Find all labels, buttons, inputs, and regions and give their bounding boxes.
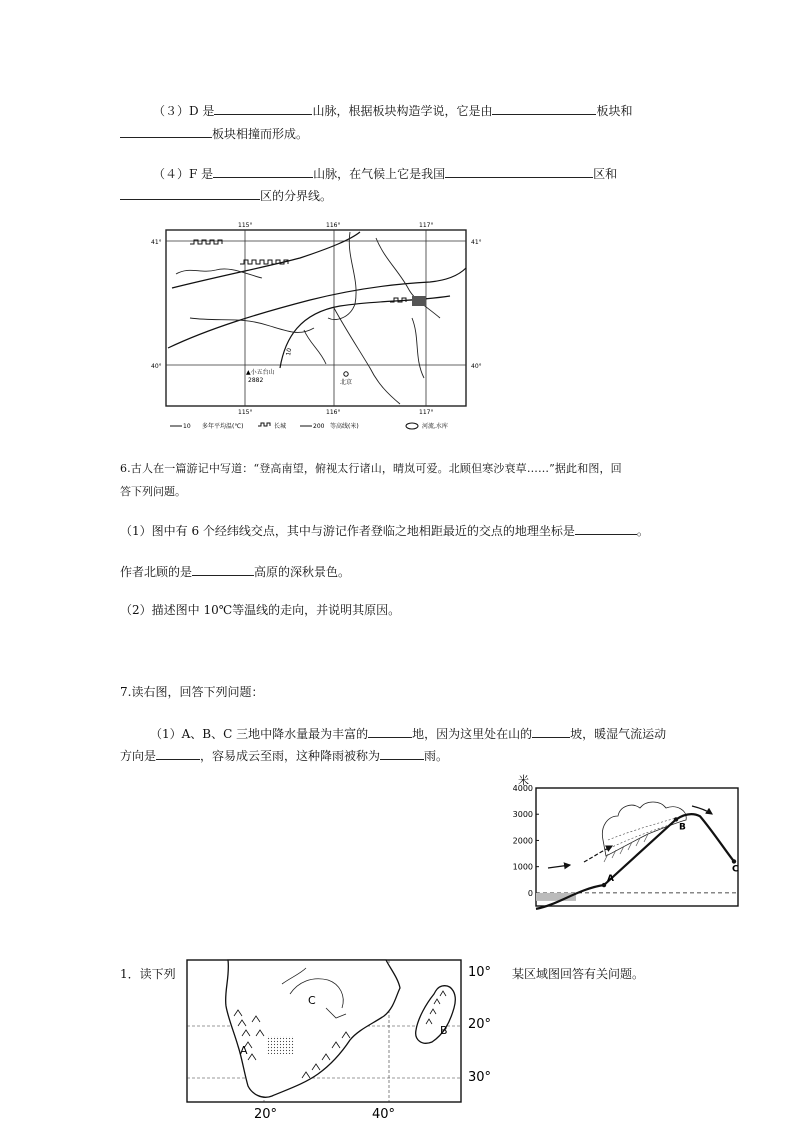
airflow-arrow-1: [548, 865, 570, 868]
q7-line1: [150, 726, 666, 742]
q4-line2: [120, 188, 332, 204]
place-label-c: C: [308, 994, 316, 1007]
q3-prefix: （３）D 是: [153, 104, 215, 118]
q4-blank-2[interactable]: [445, 166, 593, 178]
q7-line1-a: （1）A、B、C 三地中降水量最为丰富的: [150, 727, 369, 741]
map2-lon-label: 40°: [372, 1107, 396, 1122]
y-tick-label: 2000: [512, 836, 533, 846]
map1-isotherm-value: 10: [285, 347, 294, 357]
q6-part1: [120, 523, 649, 539]
q1-label-b: 某区域图回答有关问题。: [512, 967, 645, 981]
q4-mid2: 区和: [593, 167, 618, 181]
map1-city-marker: [344, 372, 348, 376]
q7-title: 7.读右图，回答下列问题：: [120, 685, 264, 699]
map1-city-label: 北京: [340, 379, 353, 386]
q6-part1-end: 。: [636, 524, 649, 538]
map1-lon-label-top: 115°: [238, 222, 253, 229]
y-tick-label: 0: [527, 888, 533, 898]
map2-lat-label: 30°: [468, 1070, 492, 1085]
point-marker-b: [674, 817, 678, 821]
q6-line2: [120, 564, 350, 580]
map1-lat-label-right: 40°: [471, 363, 482, 370]
map1-great-wall: [190, 240, 406, 302]
q4-blank-1[interactable]: [213, 166, 313, 178]
svg-text:长城: 长城: [274, 423, 287, 430]
map1-lon-label-bottom: 117°: [419, 409, 434, 416]
q3-end: 板块相撞而形成。: [212, 127, 309, 141]
q7-blank-4[interactable]: [380, 748, 424, 760]
southern-africa-map: [186, 956, 506, 1123]
q4-line1: [153, 166, 617, 182]
point-marker-a: [602, 883, 606, 887]
q7-line1-c: 坡，暖湿气流运动: [570, 727, 667, 741]
q7-line2: [120, 748, 448, 764]
africa-landmass: [226, 960, 400, 1097]
map2-lat-label: 10°: [468, 965, 492, 980]
q6-line2-end: 高原的深秋景色。: [254, 565, 351, 579]
point-label-b: B: [679, 822, 686, 833]
y-tick-label: 1000: [512, 862, 533, 872]
map1-reservoir: [412, 296, 426, 306]
point-marker-c: [732, 859, 736, 863]
svg-text:等高线(米): 等高线(米): [330, 423, 359, 430]
q7-line2-a: 方向是: [120, 749, 157, 763]
map1-graticule: [166, 230, 466, 406]
map1-peak-height: 2882: [248, 377, 264, 384]
map1-peak-name: ▲小五台山: [246, 369, 275, 376]
map1-lon-label-bottom: 115°: [238, 409, 253, 416]
orographic-rain-chart: [508, 770, 744, 910]
q7-line2-b: ，容易成云至雨，这种降雨被称为: [200, 749, 381, 763]
q3-blank-3[interactable]: [120, 126, 212, 138]
q3-line1: [153, 103, 632, 119]
svg-text:200: 200: [313, 423, 325, 430]
point-label-c: C: [732, 864, 739, 875]
q6-intro-line2: 答下列问题。: [120, 485, 186, 498]
q3-mid2: 板块和: [596, 104, 633, 118]
airflow-arrow-3: [692, 806, 712, 814]
desert-area: [266, 1036, 294, 1054]
map2-lat-label: 20°: [468, 1017, 492, 1032]
map1-lat-label-left: 40°: [151, 363, 162, 370]
map1-lon-label-top: 116°: [326, 222, 341, 229]
map1-lat-label-right: 41°: [471, 239, 482, 246]
q3-blank-1[interactable]: [214, 103, 312, 115]
q4-end: 区的分界线。: [260, 189, 333, 203]
q6-blank-1[interactable]: [575, 523, 637, 535]
y-tick-label: 3000: [512, 810, 533, 820]
q7-line1-b: 地，因为这里处在山的: [412, 727, 533, 741]
q3-mid1: 山脉，根据板块构造学说，它是由: [312, 104, 493, 118]
q4-mid1: 山脉，在气候上它是我国: [313, 167, 446, 181]
map1-lon-label-bottom: 116°: [326, 409, 341, 416]
map1-lon-label-top: 117°: [419, 222, 434, 229]
y-tick-label: 4000: [512, 784, 533, 793]
svg-text:10: 10: [183, 423, 191, 430]
q3-blank-2[interactable]: [492, 103, 596, 115]
q6-line2-text: 作者北顾的是: [120, 565, 193, 579]
map1-legend: [170, 422, 448, 430]
q7-blank-1[interactable]: [368, 726, 412, 738]
q7-blank-3[interactable]: [156, 748, 200, 760]
chart-frame: [536, 788, 738, 906]
q6-part1-text: （1）图中有 6 个经纬线交点，其中与游记作者登临之地相距最近的交点的地理坐标是: [120, 524, 575, 538]
place-label-b: B: [440, 1024, 448, 1037]
chart-ylabel: 米: [518, 774, 529, 787]
map1-frame: [166, 230, 466, 406]
point-label-a: A: [607, 874, 614, 885]
q7-blank-2[interactable]: [532, 726, 570, 738]
q7-line2-c: 雨。: [424, 749, 449, 763]
madagascar: [416, 986, 456, 1044]
q4-prefix: （４）F 是: [153, 167, 214, 181]
q6-blank-2[interactable]: [192, 564, 254, 576]
place-label-a: A: [240, 1044, 248, 1057]
map1-lat-label-left: 41°: [151, 239, 162, 246]
svg-text:河流,水库: 河流,水库: [422, 423, 448, 430]
q1-label-a: 1．读下列: [120, 967, 176, 981]
q3-line2: [120, 126, 308, 142]
beijing-map: [150, 218, 486, 438]
q6-intro-line1: 6.古人在一篇游记中写道：“登高南望，俯视太行诸山，晴岚可爱。北顾但寒沙衰草……”据此和图，回: [120, 462, 622, 475]
cloud-mass: [602, 802, 686, 862]
map2-lon-label: 20°: [254, 1107, 278, 1122]
svg-text:多年平均温(℃): 多年平均温(℃): [202, 423, 244, 430]
q4-blank-3[interactable]: [120, 188, 260, 200]
q6-part2: （2）描述图中 10℃等温线的走向，并说明其原因。: [120, 603, 401, 617]
